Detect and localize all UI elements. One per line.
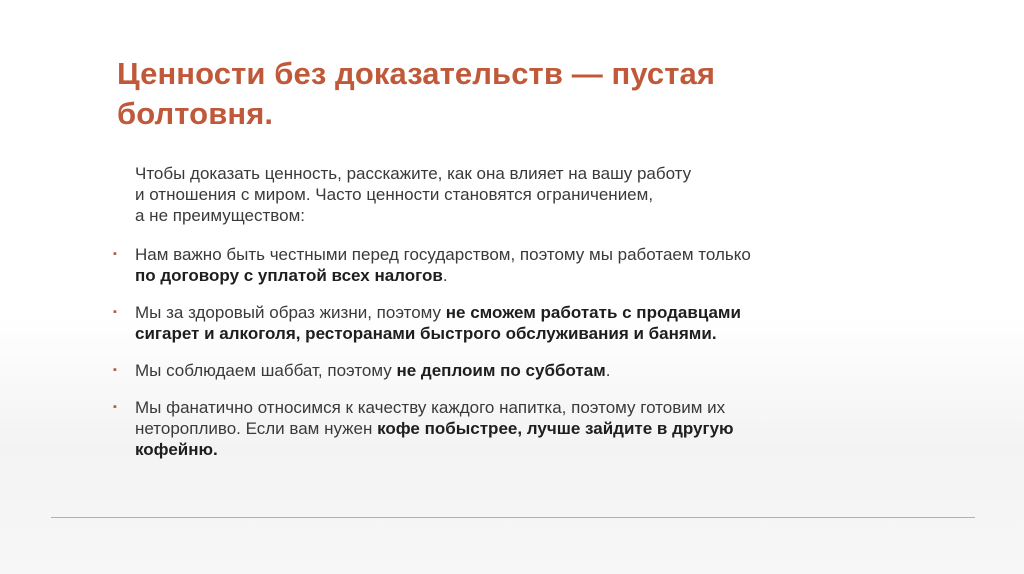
square-bullet-icon: ▪ [113,248,117,260]
intro-line-1: Чтобы доказать ценность, расскажите, как она влияет на вашу работу [135,164,692,183]
list-item-emphasis: кофе побыстрее, лучше зайдите в другую [377,419,734,438]
list-item-line [135,302,893,323]
intro-paragraph [135,163,855,226]
slide-title-line-2: болтовня. [117,96,274,131]
square-bullet-icon: ▪ [113,401,117,413]
list-item-emphasis: по договору с уплатой всех налогов [135,266,443,285]
square-bullet-icon: ▪ [113,364,117,376]
list-item-line [135,265,893,286]
list-item-text: . [442,266,448,285]
footer-divider [51,517,975,518]
slide-title-line-1: Ценности без доказательств — пустая [117,56,716,91]
list-item-line [135,397,893,418]
list-item-emphasis: не сможем работать с продавцами [445,303,741,322]
list-item-taxes [113,244,893,286]
list-item-text: Мы фанатично относимся к качеству каждого напитка, поэтому готовим их [135,398,726,417]
list-item-text: неторопливо. Если вам нужен [135,419,378,438]
list-item-line [135,360,893,381]
list-item-healthy-lifestyle [113,302,893,344]
list-item-line [135,418,893,439]
intro-line-2: и отношения с миром. Часто ценности становятся ограничением, [135,185,654,204]
values-list [113,244,893,460]
list-item-shabbat [113,360,893,381]
list-item-coffee-quality [113,397,893,460]
list-item-text: . [605,361,611,380]
square-bullet-icon: ▪ [113,306,117,318]
list-item-line [135,244,893,265]
list-item-line [135,439,893,460]
intro-line-3: а не преимуществом: [135,206,305,225]
list-item-line [135,323,893,344]
list-item-text: Мы за здоровый образ жизни, поэтому [135,303,446,322]
slide-title [117,54,877,134]
list-item-emphasis: сигарет и алкоголя, ресторанами быстрого обслуживания и банями. [135,324,717,343]
list-item-text: Мы соблюдаем шаббат, поэтому [135,361,397,380]
list-item-text: Нам важно быть честными перед государством, поэтому мы работаем только [135,245,751,264]
list-item-emphasis: кофейню. [135,440,218,459]
list-item-emphasis: не деплоим по субботам [396,361,606,380]
